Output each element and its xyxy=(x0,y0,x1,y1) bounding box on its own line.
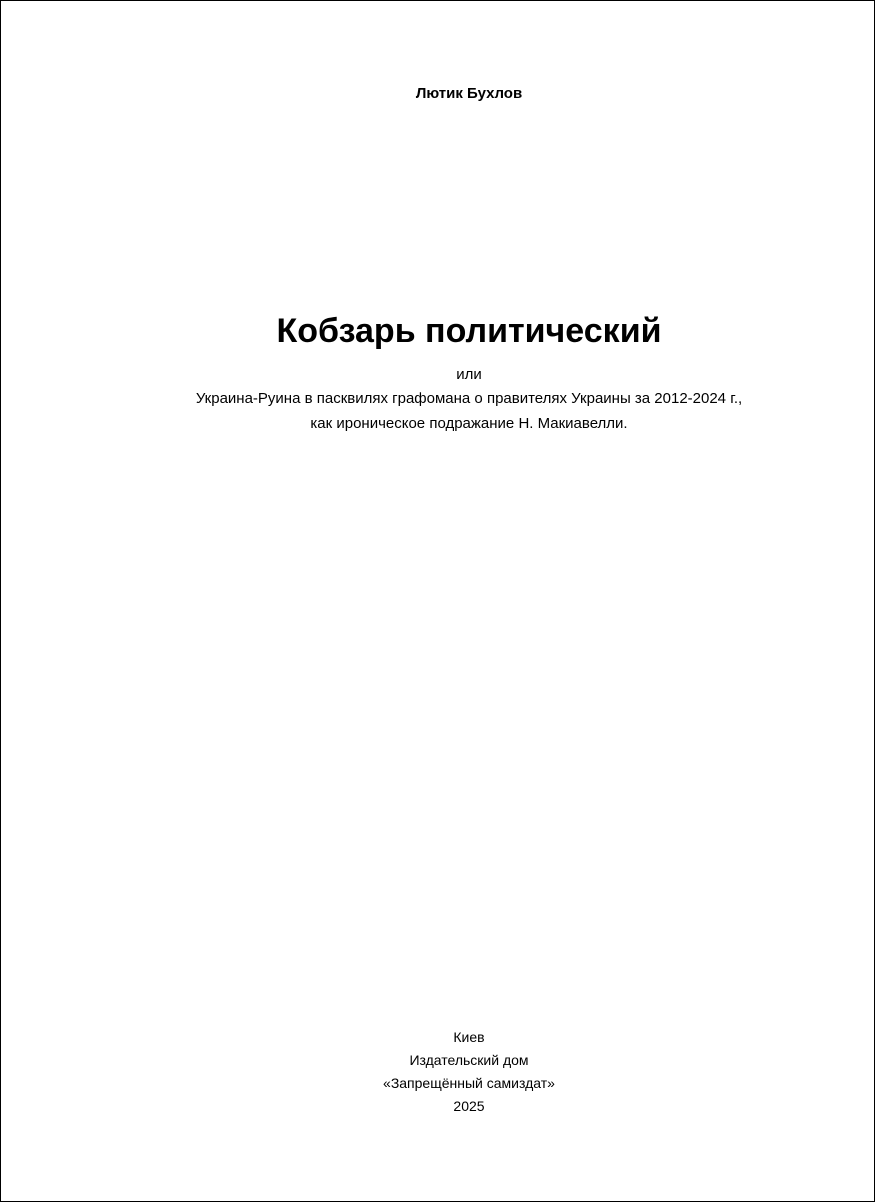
book-title: Кобзарь политический xyxy=(276,312,662,350)
imprint-city: Киев xyxy=(453,1029,485,1045)
imprint-publisher: Издательский дом xyxy=(409,1052,529,1068)
imprint-year: 2025 xyxy=(453,1098,485,1114)
author-name: Лютик Бухлов xyxy=(415,85,523,102)
subtitle-line-1: Украина-Руина в пасквилях графомана о правителях Украины за 2012-2024 г., xyxy=(195,390,743,407)
imprint-series: «Запрещённый самиздат» xyxy=(383,1075,555,1091)
subtitle-or: или xyxy=(456,366,482,383)
subtitle-line-2: как ироническое подражание Н. Макиавелли. xyxy=(310,415,628,432)
